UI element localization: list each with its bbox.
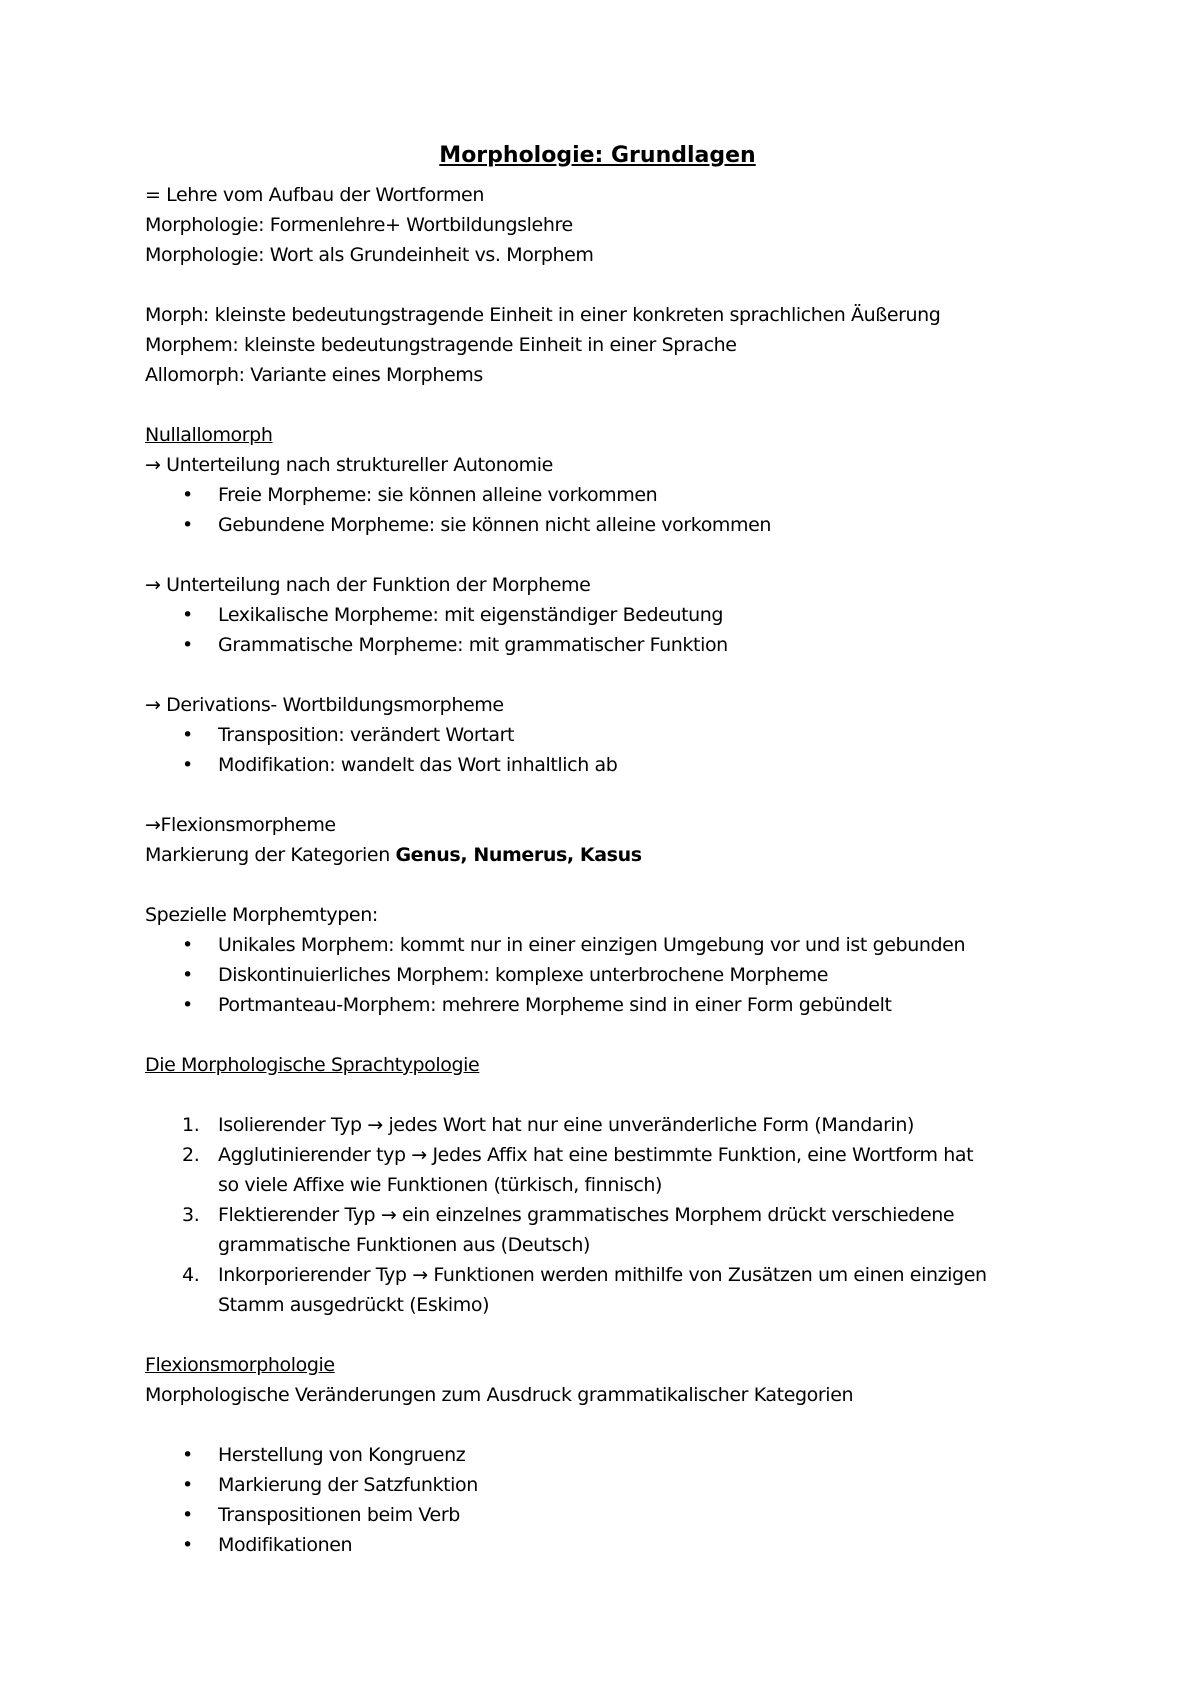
nullallomorph-heading: Nullallomorph bbox=[145, 424, 273, 446]
spacer bbox=[145, 1020, 1105, 1050]
list-item-text: Markierung der Satzfunktion bbox=[218, 1474, 478, 1496]
intro-line: = Lehre vom Aufbau der Wortformen bbox=[145, 184, 484, 206]
list-item-text: Transpositionen beim Verb bbox=[218, 1504, 460, 1526]
item-line: Flektierender Typ → ein einzelnes grammatisches Morphem drückt verschiedene bbox=[218, 1204, 955, 1226]
spacer bbox=[145, 390, 1105, 420]
ordered-item bbox=[145, 1200, 1105, 1260]
list-item-text: Diskontinuierliches Morphem: komplexe unterbrochene Morpheme bbox=[218, 964, 829, 986]
bullet-icon: • bbox=[182, 604, 193, 626]
bullet-icon: • bbox=[182, 634, 193, 656]
flexion-heading bbox=[145, 810, 1105, 840]
list-item bbox=[145, 1440, 1105, 1470]
heading-text: Derivations- Wortbildungsmorpheme bbox=[166, 694, 504, 716]
document-title: Morphologie: Grundlagen bbox=[439, 143, 756, 168]
bullet-icon: • bbox=[182, 934, 193, 956]
list-item bbox=[145, 480, 1105, 510]
flexion-text-prefix: Markierung der Kategorien bbox=[145, 844, 396, 866]
bullet-icon: • bbox=[182, 964, 193, 986]
item-number: 3. bbox=[182, 1204, 200, 1226]
ordered-item bbox=[145, 1110, 1105, 1140]
spacer bbox=[145, 1080, 1105, 1110]
derivation-heading bbox=[145, 690, 1105, 720]
spacer bbox=[145, 780, 1105, 810]
typologie-heading: Die Morphologische Sprachtypologie bbox=[145, 1054, 480, 1076]
item-number: 1. bbox=[182, 1114, 200, 1136]
list-item bbox=[145, 750, 1105, 780]
item-line: Agglutinierender typ → Jedes Affix hat eine bestimmte Funktion, eine Wortform hat bbox=[218, 1144, 974, 1166]
bullet-icon: • bbox=[182, 514, 193, 536]
funktion-heading bbox=[145, 570, 1105, 600]
list-item bbox=[145, 510, 1105, 540]
list-item bbox=[145, 1530, 1105, 1560]
definition-morph: Morph: kleinste bedeutungstragende Einheit in einer konkreten sprachlichen Äußerung bbox=[145, 304, 941, 326]
bullet-icon: • bbox=[182, 1504, 193, 1526]
list-item-text: Unikales Morphem: kommt nur in einer einzigen Umgebung vor und ist gebunden bbox=[218, 934, 966, 956]
item-number: 2. bbox=[182, 1144, 200, 1166]
arrow-icon: → bbox=[145, 454, 161, 476]
item-line: Inkorporierender Typ → Funktionen werden mithilfe von Zusätzen um einen einzigen bbox=[218, 1264, 987, 1286]
spacer bbox=[145, 870, 1105, 900]
spacer bbox=[145, 540, 1105, 570]
autonomie-heading bbox=[145, 450, 1105, 480]
bullet-icon: • bbox=[182, 484, 193, 506]
arrow-icon: → bbox=[145, 814, 161, 836]
list-item bbox=[145, 990, 1105, 1020]
list-item bbox=[145, 1470, 1105, 1500]
spacer bbox=[145, 1410, 1105, 1440]
heading-text: Flexionsmorpheme bbox=[160, 814, 336, 836]
list-item-text: Modifikationen bbox=[218, 1534, 353, 1556]
item-number: 4. bbox=[182, 1264, 200, 1286]
list-item-text: Lexikalische Morpheme: mit eigenständiger Bedeutung bbox=[218, 604, 724, 626]
item-line: Stamm ausgedrückt (Eskimo) bbox=[218, 1294, 490, 1316]
list-item bbox=[145, 720, 1105, 750]
list-item bbox=[145, 930, 1105, 960]
list-item-text: Portmanteau-Morphem: mehrere Morpheme sind in einer Form gebündelt bbox=[218, 994, 892, 1016]
arrow-icon: → bbox=[145, 694, 161, 716]
flexionsmorphologie-text: Morphologische Veränderungen zum Ausdruck grammatikalischer Kategorien bbox=[145, 1384, 854, 1406]
bullet-icon: • bbox=[182, 724, 193, 746]
list-item-text: Freie Morpheme: sie können alleine vorkommen bbox=[218, 484, 658, 506]
list-item-text: Herstellung von Kongruenz bbox=[218, 1444, 466, 1466]
bullet-icon: • bbox=[182, 1474, 193, 1496]
heading-text: Unterteilung nach struktureller Autonomie bbox=[166, 454, 553, 476]
list-item bbox=[145, 630, 1105, 660]
bullet-icon: • bbox=[182, 1534, 193, 1556]
spacer bbox=[145, 660, 1105, 690]
heading-text: Unterteilung nach der Funktion der Morpheme bbox=[166, 574, 591, 596]
intro-line: Morphologie: Wort als Grundeinheit vs. Morphem bbox=[145, 244, 594, 266]
intro-line: Morphologie: Formenlehre+ Wortbildungslehre bbox=[145, 214, 573, 236]
flexionsmorphologie-heading: Flexionsmorphologie bbox=[145, 1354, 335, 1376]
list-item bbox=[145, 1500, 1105, 1530]
arrow-icon: → bbox=[145, 574, 161, 596]
definition-allomorph: Allomorph: Variante eines Morphems bbox=[145, 364, 483, 386]
bullet-icon: • bbox=[182, 1444, 193, 1466]
definition-morphem: Morphem: kleinste bedeutungstragende Einheit in einer Sprache bbox=[145, 334, 737, 356]
flexion-categories: Genus, Numerus, Kasus bbox=[395, 844, 642, 866]
flexion-text bbox=[145, 840, 1105, 870]
list-item-text: Grammatische Morpheme: mit grammatischer Funktion bbox=[218, 634, 728, 656]
list-item-text: Modifikation: wandelt das Wort inhaltlich ab bbox=[218, 754, 618, 776]
item-line: so viele Affixe wie Funktionen (türkisch, finnisch) bbox=[218, 1174, 663, 1196]
list-item bbox=[145, 960, 1105, 990]
speziell-heading: Spezielle Morphemtypen: bbox=[145, 904, 378, 926]
spacer bbox=[145, 270, 1105, 300]
document-page bbox=[145, 132, 1105, 1560]
list-item bbox=[145, 600, 1105, 630]
item-line: grammatische Funktionen aus (Deutsch) bbox=[218, 1234, 591, 1256]
ordered-item bbox=[145, 1140, 1105, 1200]
bullet-icon: • bbox=[182, 994, 193, 1016]
list-item-text: Gebundene Morpheme: sie können nicht alleine vorkommen bbox=[218, 514, 772, 536]
item-line: Isolierender Typ → jedes Wort hat nur eine unveränderliche Form (Mandarin) bbox=[218, 1114, 915, 1136]
list-item-text: Transposition: verändert Wortart bbox=[218, 724, 515, 746]
bullet-icon: • bbox=[182, 754, 193, 776]
spacer bbox=[145, 1320, 1105, 1350]
ordered-item bbox=[145, 1260, 1105, 1320]
